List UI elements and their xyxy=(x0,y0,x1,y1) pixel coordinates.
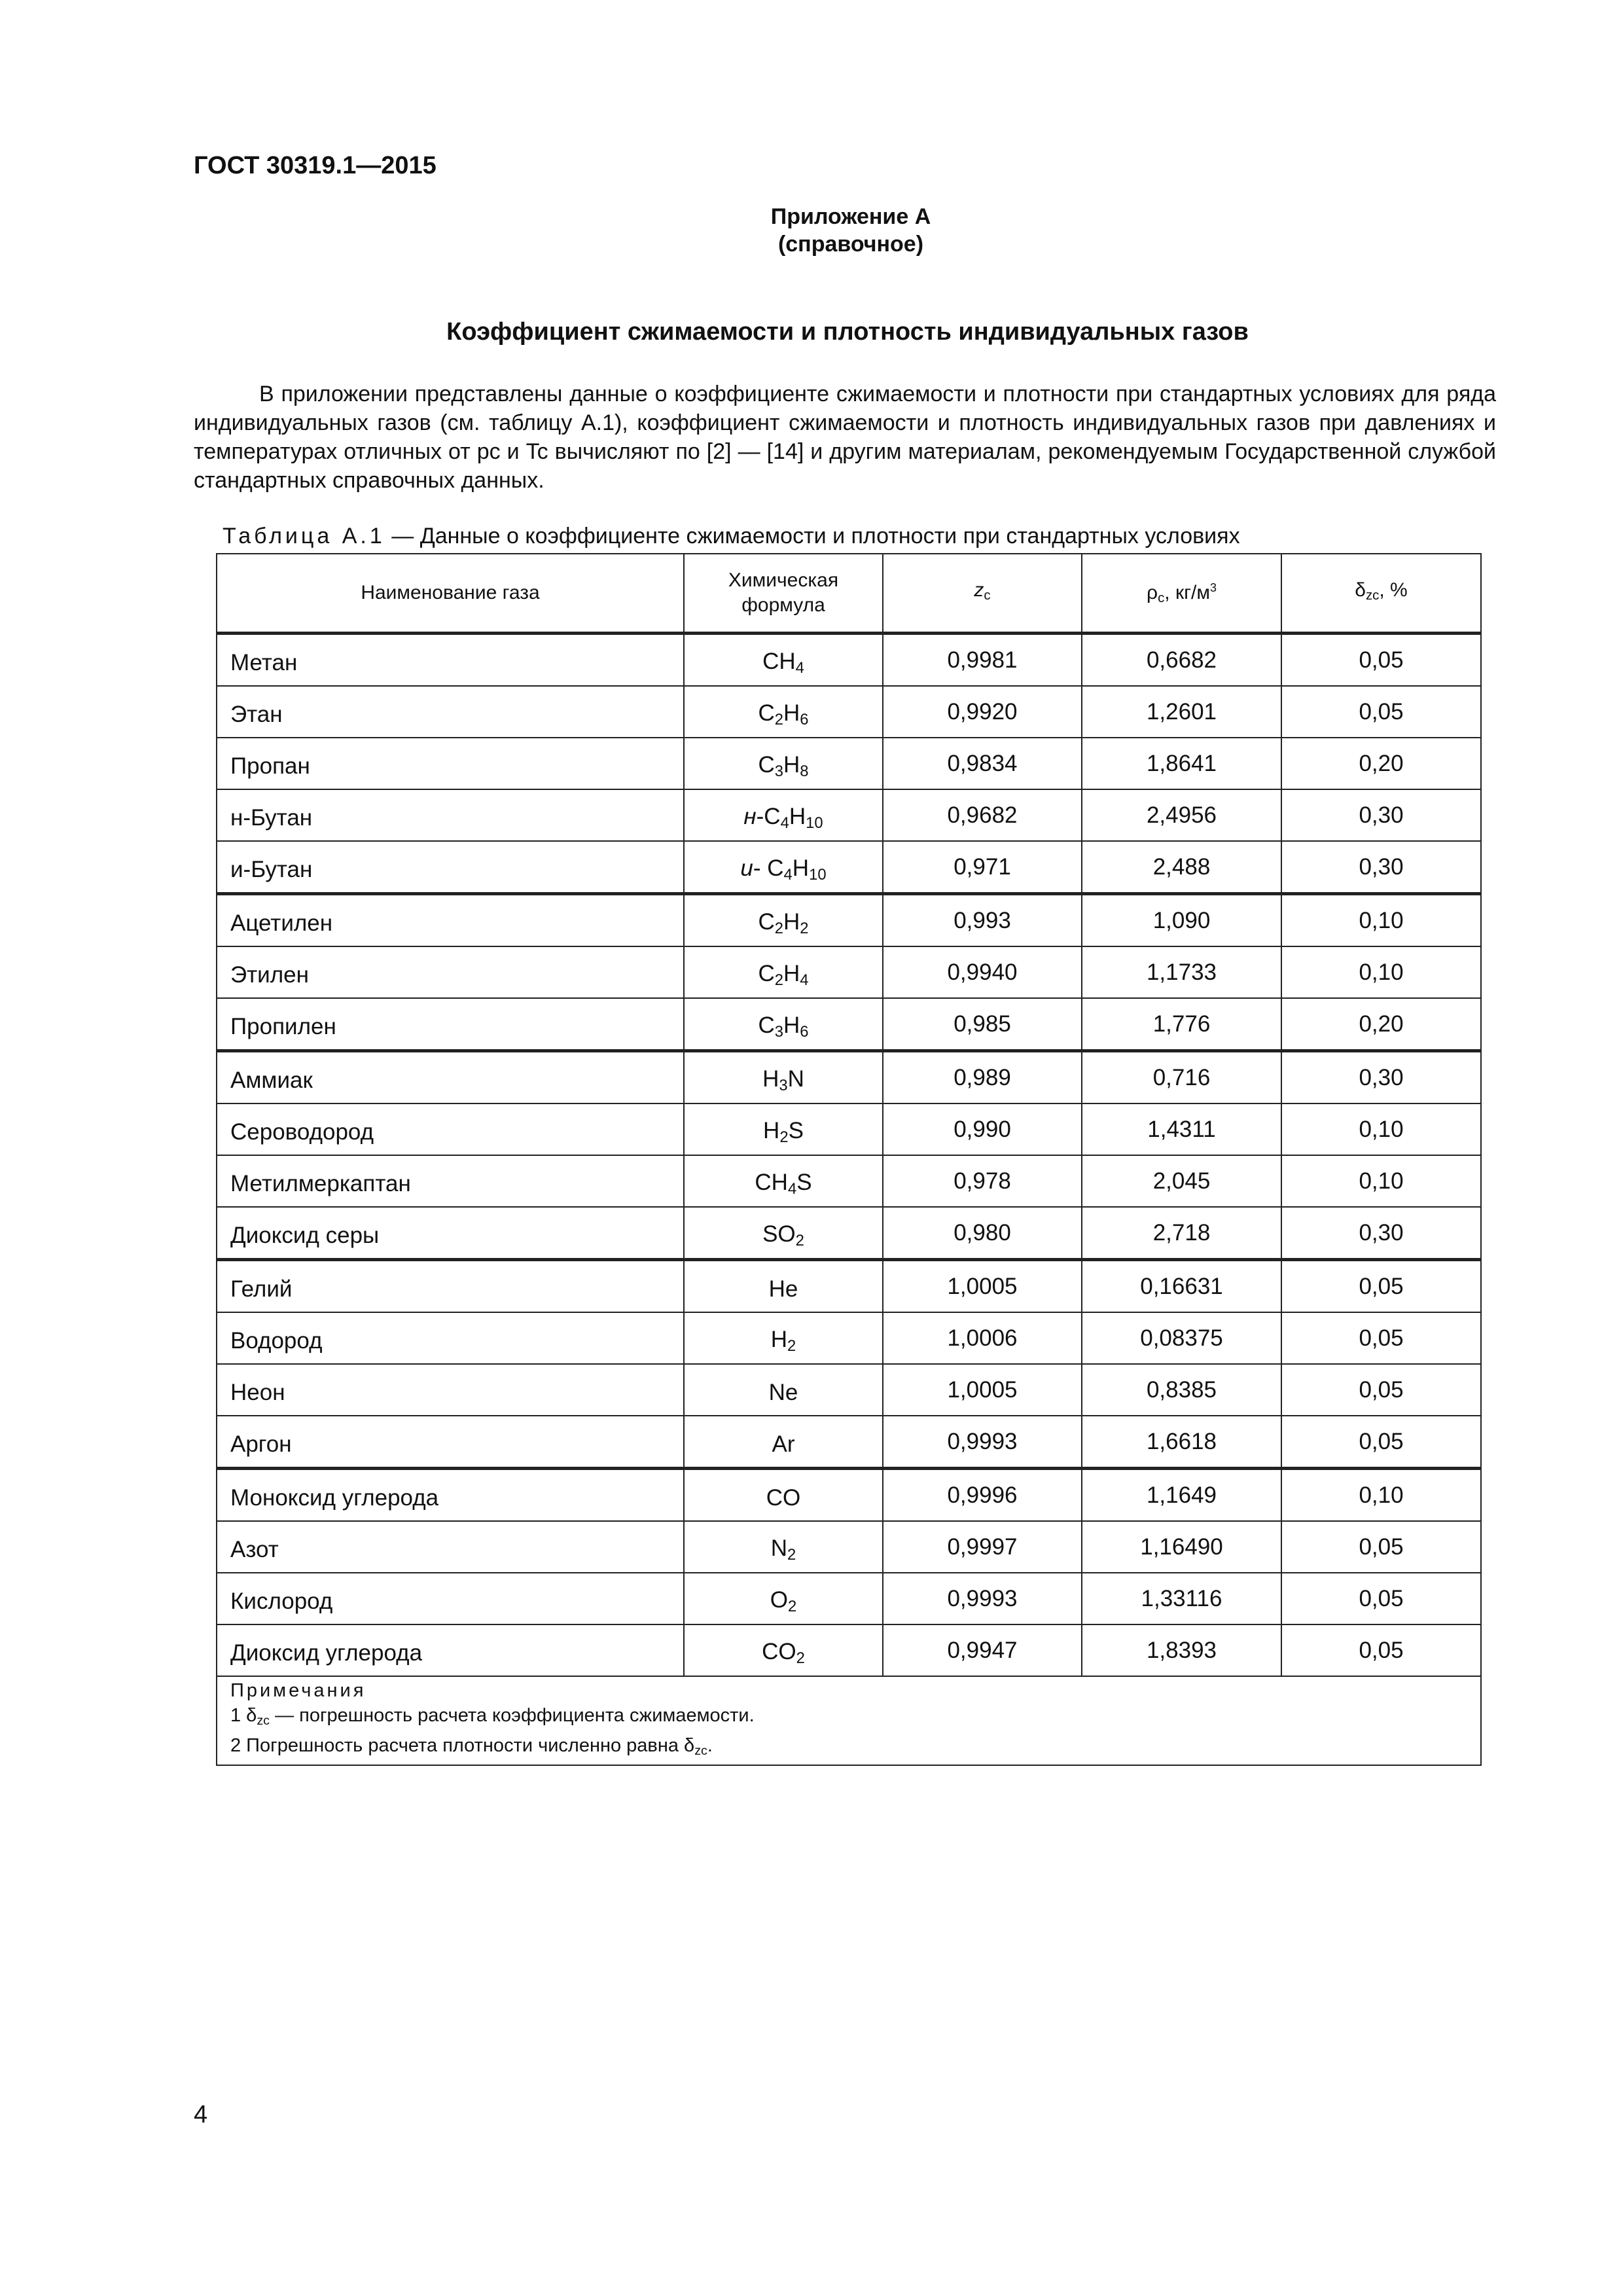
gas-name-cell: Этилен xyxy=(217,946,684,998)
table-row xyxy=(217,1103,1481,1155)
table-row xyxy=(217,738,1481,789)
delta-cell: 0,05 xyxy=(1281,1521,1481,1573)
table-row xyxy=(217,1521,1481,1573)
density-cell: 1,090 xyxy=(1082,894,1281,947)
table-row xyxy=(217,686,1481,738)
gas-name-cell: Диоксид углерода xyxy=(217,1624,684,1676)
gas-name-cell: Пропан xyxy=(217,738,684,789)
formula-cell: $C_3H_8$ xyxy=(684,738,883,789)
formula-cell: $CO_2$ xyxy=(684,1624,883,1676)
formula-cell: $н-C_4H_{10}$ xyxy=(684,789,883,841)
intro-paragraph: В приложении представлены данные о коэффициенте сжимаемости и плотности при стандартных условиях для ряда индивидуальных газов (см. таблицу А.1), коэффициент сжимаемости и плотность индивидуальных газов при давлениях и температурах отличных от pc и Tc вычисляют по [2] — [14] и другим материалам, рекомендуемым Государственной службой стандартных справочных данных. xyxy=(194,382,1496,493)
density-cell: 1,8393 xyxy=(1082,1624,1281,1676)
table-row xyxy=(217,1312,1481,1364)
formula-cell: $C_2H_2$ xyxy=(684,894,883,947)
zc-cell: 0,985 xyxy=(883,998,1082,1051)
formula-cell: $H_3N$ xyxy=(684,1051,883,1104)
density-cell: 2,045 xyxy=(1082,1155,1281,1207)
table-caption-label: Таблица А.1 xyxy=(223,524,385,548)
density-cell: 2,4956 xyxy=(1082,789,1281,841)
gas-name-cell: Водород xyxy=(217,1312,684,1364)
density-cell: 0,08375 xyxy=(1082,1312,1281,1364)
gas-name-cell: Азот xyxy=(217,1521,684,1573)
density-cell: 0,716 xyxy=(1082,1051,1281,1104)
header-name: Наименование газа xyxy=(217,554,684,634)
formula-cell: Ne xyxy=(684,1364,883,1416)
density-cell: 2,718 xyxy=(1082,1207,1281,1260)
gas-name-cell: Аммиак xyxy=(217,1051,684,1104)
gas-name-cell: и-Бутан xyxy=(217,841,684,894)
standard-number: ГОСТ 30319.1—2015 xyxy=(194,152,437,179)
formula-cell: He xyxy=(684,1260,883,1313)
table-row xyxy=(217,1416,1481,1469)
table-row xyxy=(217,1469,1481,1522)
zc-cell: 0,9682 xyxy=(883,789,1082,841)
zc-cell: 0,9834 xyxy=(883,738,1082,789)
density-cell: 1,16490 xyxy=(1082,1521,1281,1573)
gas-name-cell: Сероводород xyxy=(217,1103,684,1155)
delta-cell: 0,05 xyxy=(1281,1573,1481,1624)
formula-cell: $N_2$ xyxy=(684,1521,883,1573)
table-row xyxy=(217,1624,1481,1676)
zc-cell: 0,9981 xyxy=(883,634,1082,687)
table-row xyxy=(217,1155,1481,1207)
delta-cell: 0,10 xyxy=(1281,1469,1481,1522)
density-cell: 1,4311 xyxy=(1082,1103,1281,1155)
formula-cell: u- $C_4H_{10}$ xyxy=(684,841,883,894)
gas-name-cell: Метан xyxy=(217,634,684,687)
gas-name-cell: Гелий xyxy=(217,1260,684,1313)
delta-cell: 0,10 xyxy=(1281,894,1481,947)
delta-cell: 0,30 xyxy=(1281,789,1481,841)
table-caption xyxy=(223,524,1240,549)
gas-name-cell: Диоксид серы xyxy=(217,1207,684,1260)
density-cell: 1,6618 xyxy=(1082,1416,1281,1469)
zc-cell: 0,971 xyxy=(883,841,1082,894)
table-row xyxy=(217,841,1481,894)
delta-cell: 0,10 xyxy=(1281,946,1481,998)
header-zc: $z_c$ xyxy=(883,554,1082,634)
zc-cell: 0,9940 xyxy=(883,946,1082,998)
zc-cell: 0,9996 xyxy=(883,1469,1082,1522)
section-heading: Коэффициент сжимаемости и плотность индивидуальных газов xyxy=(446,318,1249,346)
zc-cell: 0,9993 xyxy=(883,1573,1082,1624)
page-number: 4 xyxy=(194,2101,208,2128)
table-row xyxy=(217,946,1481,998)
formula-cell: $SO_2$ xyxy=(684,1207,883,1260)
zc-cell: 0,993 xyxy=(883,894,1082,947)
formula-cell: $CH_4S$ xyxy=(684,1155,883,1207)
density-cell: 0,16631 xyxy=(1082,1260,1281,1313)
gas-table xyxy=(216,553,1482,1766)
density-cell: 1,1733 xyxy=(1082,946,1281,998)
density-cell: 1,1649 xyxy=(1082,1469,1281,1522)
formula-cell: $C_2H_6$ xyxy=(684,686,883,738)
header-delta: $\delta_{zc}$, % xyxy=(1281,554,1481,634)
zc-cell: 1,0006 xyxy=(883,1312,1082,1364)
delta-cell: 0,05 xyxy=(1281,686,1481,738)
zc-cell: 1,0005 xyxy=(883,1364,1082,1416)
zc-cell: 0,978 xyxy=(883,1155,1082,1207)
table-row xyxy=(217,894,1481,947)
gas-name-cell: Аргон xyxy=(217,1416,684,1469)
gas-name-cell: Этан xyxy=(217,686,684,738)
density-cell: 2,488 xyxy=(1082,841,1281,894)
table-caption-text: — Данные о коэффициенте сжимаемости и плотности при стандартных условиях xyxy=(385,524,1240,548)
gas-name-cell: Неон xyxy=(217,1364,684,1416)
density-cell: 1,776 xyxy=(1082,998,1281,1051)
header-formula: Химическая формула xyxy=(684,554,883,634)
delta-cell: 0,20 xyxy=(1281,998,1481,1051)
gas-name-cell: Кислород xyxy=(217,1573,684,1624)
note-1: 1 $\delta_{zc}$ — погрешность расчета коэффициента сжимаемости. xyxy=(230,1705,755,1728)
formula-cell: $CH_4$ xyxy=(684,634,883,687)
delta-cell: 0,05 xyxy=(1281,1260,1481,1313)
notes-title: Примечания xyxy=(230,1680,366,1701)
gas-name-cell: Метилмеркаптан xyxy=(217,1155,684,1207)
zc-cell: 0,9997 xyxy=(883,1521,1082,1573)
table-body xyxy=(217,634,1481,1677)
gas-name-cell: Ацетилен xyxy=(217,894,684,947)
density-cell: 0,6682 xyxy=(1082,634,1281,687)
formula-cell: $C_2H_4$ xyxy=(684,946,883,998)
delta-cell: 0,05 xyxy=(1281,1312,1481,1364)
delta-cell: 0,10 xyxy=(1281,1155,1481,1207)
table-row xyxy=(217,1207,1481,1260)
table-row xyxy=(217,1051,1481,1104)
formula-cell: $H_2S$ xyxy=(684,1103,883,1155)
density-cell: 1,2601 xyxy=(1082,686,1281,738)
table-row xyxy=(217,789,1481,841)
gas-name-cell: Моноксид углерода xyxy=(217,1469,684,1522)
delta-cell: 0,30 xyxy=(1281,1051,1481,1104)
notes-row xyxy=(217,1676,1481,1765)
table-row xyxy=(217,998,1481,1051)
formula-cell: $C_3H_6$ xyxy=(684,998,883,1051)
appendix-label: Приложение А xyxy=(770,204,931,229)
table-row xyxy=(217,634,1481,687)
table-row xyxy=(217,1364,1481,1416)
delta-cell: 0,20 xyxy=(1281,738,1481,789)
delta-cell: 0,05 xyxy=(1281,1416,1481,1469)
density-cell: 1,8641 xyxy=(1082,738,1281,789)
zc-cell: 0,9993 xyxy=(883,1416,1082,1469)
delta-cell: 0,30 xyxy=(1281,841,1481,894)
table-row xyxy=(217,1260,1481,1313)
gas-name-cell: Пропилен xyxy=(217,998,684,1051)
density-cell: 1,33116 xyxy=(1082,1573,1281,1624)
formula-cell: $H_2$ xyxy=(684,1312,883,1364)
table-notes xyxy=(217,1676,1481,1765)
note-2: 2 Погрешность расчета плотности численно равна $\delta_{zc}$. xyxy=(230,1734,713,1758)
zc-cell: 0,9920 xyxy=(883,686,1082,738)
appendix-title xyxy=(0,203,1623,258)
delta-cell: 0,10 xyxy=(1281,1103,1481,1155)
table-row xyxy=(217,1573,1481,1624)
gas-name-cell: н-Бутан xyxy=(217,789,684,841)
formula-cell: CO xyxy=(684,1469,883,1522)
zc-cell: 0,989 xyxy=(883,1051,1082,1104)
zc-cell: 0,980 xyxy=(883,1207,1082,1260)
formula-cell: Ar xyxy=(684,1416,883,1469)
zc-cell: 0,990 xyxy=(883,1103,1082,1155)
appendix-type: (справочное) xyxy=(777,232,924,257)
delta-cell: 0,05 xyxy=(1281,1364,1481,1416)
zc-cell: 1,0005 xyxy=(883,1260,1082,1313)
delta-cell: 0,05 xyxy=(1281,634,1481,687)
delta-cell: 0,05 xyxy=(1281,1624,1481,1676)
header-density: $\rho_c$, $кг/м^3$ xyxy=(1082,554,1281,634)
density-cell: 0,8385 xyxy=(1082,1364,1281,1416)
zc-cell: 0,9947 xyxy=(883,1624,1082,1676)
delta-cell: 0,30 xyxy=(1281,1207,1481,1260)
formula-cell: $O_2$ xyxy=(684,1573,883,1624)
table-header-row xyxy=(217,554,1481,634)
